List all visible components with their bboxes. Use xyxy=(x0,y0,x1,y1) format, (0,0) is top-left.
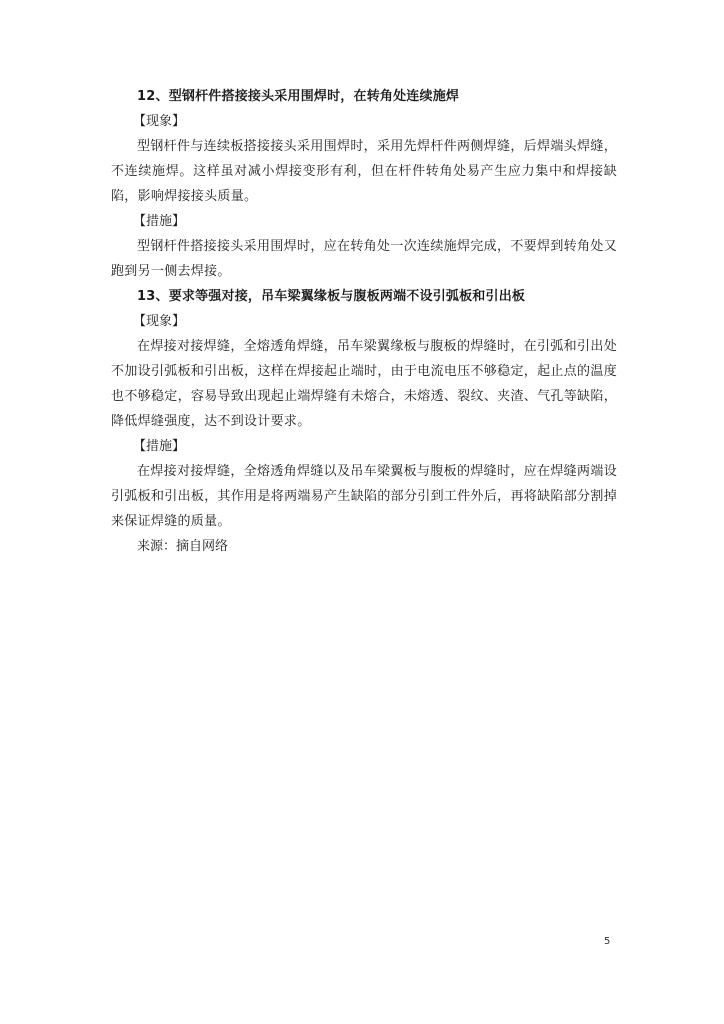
source-line: 来源：摘自网络 xyxy=(137,539,229,554)
page-number: 5 xyxy=(604,936,611,947)
measures-label: 【措施】 xyxy=(133,439,186,454)
phenomenon-label: 【现象】 xyxy=(133,314,186,329)
section-13 xyxy=(111,284,617,534)
phenomenon-paragraph: 在焊接对接焊缝，全熔透角焊缝，吊车梁翼缘板与腹板的焊缝时，在引弧和引出处不加设引弧板和引出板，这样在焊接起止端时，由于电流电压不够稳定，起止点的温度也不够稳定，容易导致出现起止端焊缝有未熔合，未熔透、裂纹、夹渣、气孔等缺陷，降低焊缝强度，达不到设计要求。 xyxy=(111,339,617,429)
phenomenon-label: 【现象】 xyxy=(133,114,186,129)
phenomenon-paragraph: 型钢杆件与连续板搭接接头采用围焊时，采用先焊杆件两侧焊缝，后焊端头焊缝，不连续施焊。这样虽对减小焊接变形有利，但在杆件转角处易产生应力集中和焊接缺陷，影响焊接接头质量。 xyxy=(111,139,617,204)
document-body xyxy=(111,84,617,559)
measures-label: 【措施】 xyxy=(133,214,186,229)
section-heading: 12、型钢杆件搭接接头采用围焊时，在转角处连续施焊 xyxy=(137,89,460,104)
section-heading: 13、要求等强对接，吊车梁翼缘板与腹板两端不设引弧板和引出板 xyxy=(137,289,526,304)
measures-paragraph: 型钢杆件搭接接头采用围焊时，应在转角处一次连续施焊完成，不要焊到转角处又跑到另一侧去焊接。 xyxy=(111,239,617,279)
section-12 xyxy=(111,84,617,284)
measures-paragraph: 在焊接对接焊缝，全熔透角焊缝以及吊车梁翼板与腹板的焊缝时，应在焊缝两端设引弧板和引出板，其作用是将两端易产生缺陷的部分引到工件外后，再将缺陷部分割掉来保证焊缝的质量。 xyxy=(111,464,617,529)
